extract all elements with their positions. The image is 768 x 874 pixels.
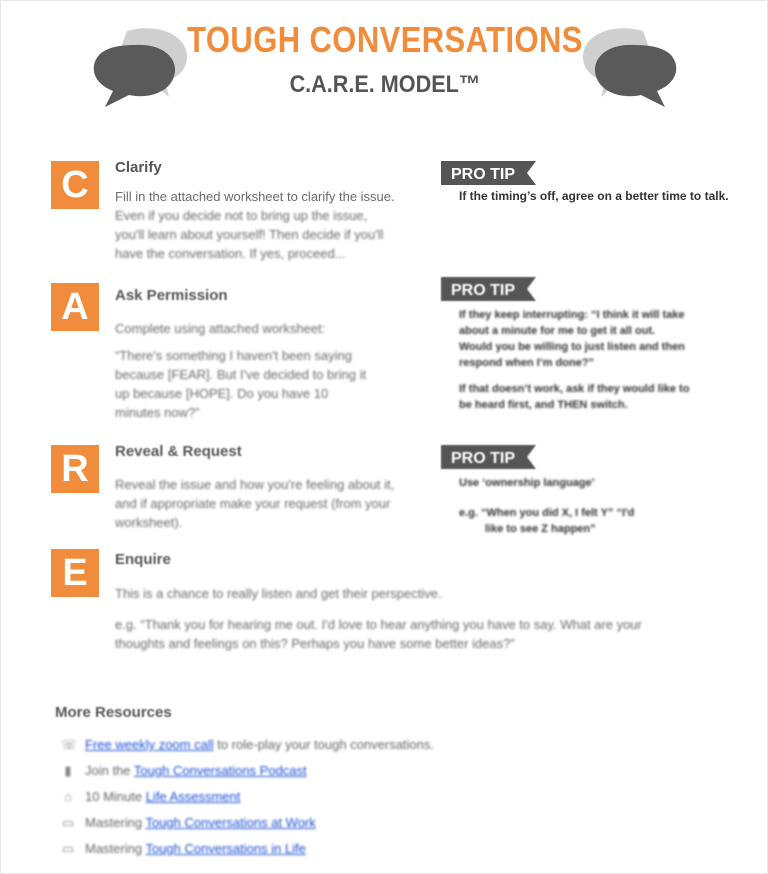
section-body-enquire [115, 584, 642, 653]
letter-r: R [51, 445, 99, 493]
pro-tip-text [459, 307, 729, 413]
svg-text:PRO TIP: PRO TIP [451, 166, 516, 183]
page-title: TOUGH CONVERSATIONS [187, 19, 583, 60]
tip-line: be heard first, and THEN switch. [459, 399, 628, 411]
tip-line: respond when I’m done?” [459, 357, 595, 369]
resource-link[interactable]: Life Assessment [145, 789, 241, 804]
pro-tip-banner [441, 161, 536, 185]
body-line: Complete using attached worksheet: [115, 321, 326, 336]
page-subtitle: C.A.R.E. MODEL™ [289, 71, 481, 98]
letter-c: C [51, 161, 99, 209]
laptop-icon: ▭ [61, 815, 75, 830]
pro-tip-text: If the timing’s off, agree on a better time to talk. [459, 189, 729, 203]
tip-line: Use ‘ownership language’ [459, 477, 595, 489]
microphone-icon: ▮ [64, 763, 72, 778]
body-line: you'll learn about yourself! Then decide if you'll [115, 227, 384, 242]
body-line: Fill in the attached worksheet to clarify the issue. [115, 189, 395, 204]
resource-link[interactable]: Tough Conversations in Life [145, 841, 306, 856]
resources-heading: More Resources [55, 704, 172, 721]
body-line: minutes now?” [115, 405, 200, 420]
body-line: “There's something I haven't been saying [115, 348, 352, 363]
resource-item: ▮ Join the Tough Conversations Podcast [61, 761, 307, 781]
pro-tip-banner [441, 277, 536, 301]
resource-item: ▭ Mastering Tough Conversations in Life [61, 839, 306, 859]
pro-tip-text [459, 475, 634, 537]
svg-text:PRO TIP: PRO TIP [451, 282, 516, 299]
body-line: e.g. “Thank you for hearing me out. I'd love to hear anything you have to say. What are your [115, 617, 642, 632]
body-line: Even if you decide not to bring up the issue, [115, 208, 368, 223]
letter-e: E [51, 549, 99, 597]
section-body-clarify [115, 187, 395, 263]
house-icon: ⌂ [64, 789, 72, 804]
body-line: This is a chance to really listen and get their perspective. [115, 586, 442, 601]
resource-link[interactable]: Tough Conversations at Work [145, 815, 316, 830]
section-heading-reveal: Reveal & Request [115, 443, 242, 460]
tip-line: e.g. “When you did X, I felt Y” “I'd [459, 507, 635, 519]
laptop-icon: ▭ [61, 841, 75, 856]
resource-item: ▭ Mastering Tough Conversations at Work [61, 813, 316, 833]
tip-line: If they keep interrupting: “I think it will take [459, 309, 685, 321]
tip-line: about a minute for me to get it all out. [459, 325, 656, 337]
tip-line: Would you be willing to just listen and then [459, 341, 685, 353]
section-heading-clarify: Clarify [115, 159, 162, 176]
pro-tip-banner [441, 445, 536, 469]
letter-a: A [51, 283, 99, 331]
body-line: because [FEAR]. But I've decided to bring it [115, 367, 367, 382]
body-line: and if appropriate make your request (from your [115, 496, 391, 511]
resource-link[interactable]: Free weekly zoom call [85, 737, 214, 752]
body-line: worksheet). [115, 515, 183, 530]
section-heading-enquire: Enquire [115, 551, 171, 568]
tip-line: If that doesn’t work, ask if they would like to [459, 383, 690, 395]
section-heading-ask: Ask Permission [115, 287, 228, 304]
resource-link[interactable]: Tough Conversations Podcast [133, 763, 307, 778]
resource-item: ☏ Free weekly zoom call to role-play your tough conversations. [61, 735, 434, 755]
body-line: Reveal the issue and how you're feeling about it, [115, 477, 395, 492]
body-line: up because [HOPE]. Do you have 10 [115, 386, 329, 401]
tip-line: like to see Z happen” [485, 523, 596, 535]
resource-item: ⌂ 10 Minute Life Assessment [61, 787, 240, 807]
svg-text:PRO TIP: PRO TIP [451, 450, 516, 467]
phone-icon: ☏ [61, 737, 78, 752]
section-body-ask [115, 319, 366, 422]
body-line: have the conversation. If yes, proceed... [115, 246, 346, 261]
body-line: thoughts and feelings on this? Perhaps you have some better ideas?” [115, 636, 515, 651]
section-body-reveal [115, 475, 394, 532]
